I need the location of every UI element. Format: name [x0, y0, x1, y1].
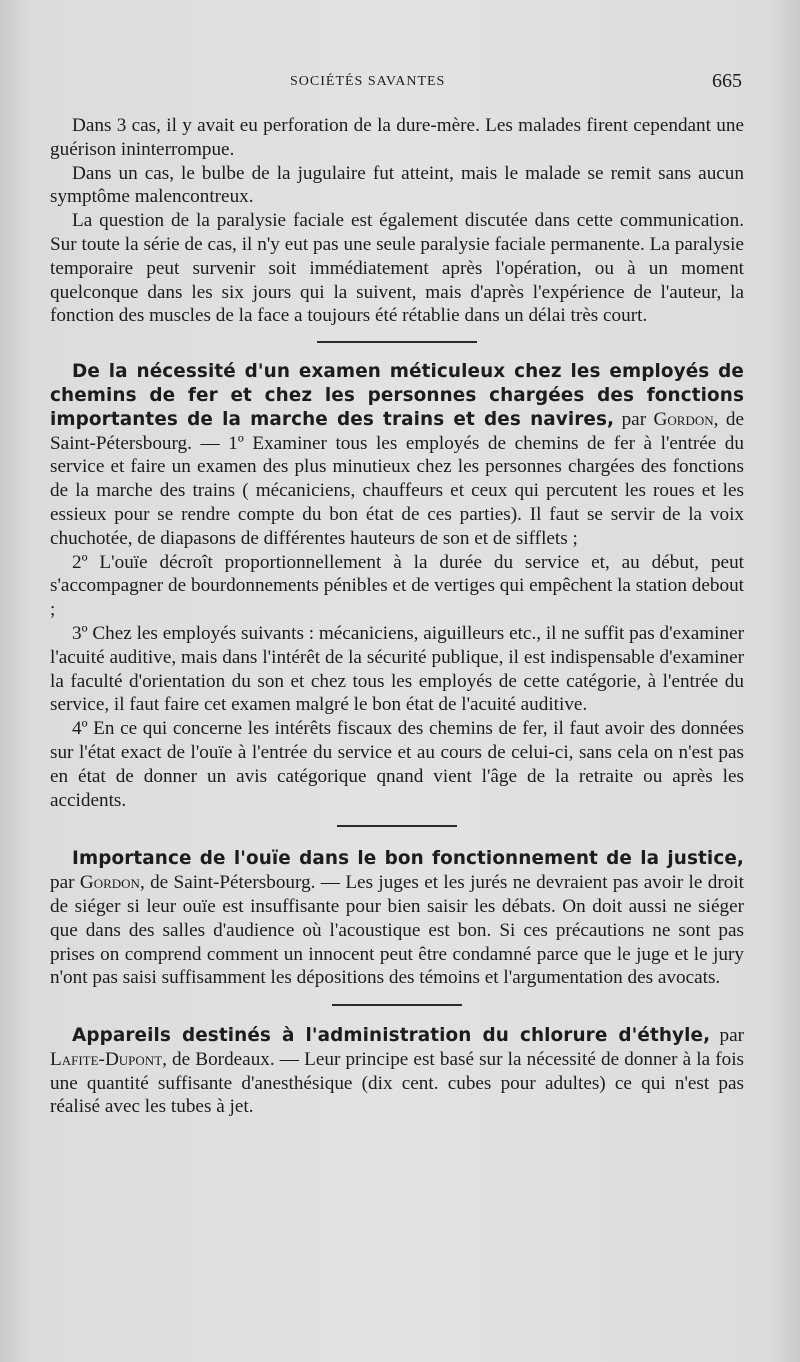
author-place: , de Saint-Pétersbourg. — [139, 872, 316, 894]
separator-rule — [317, 341, 477, 343]
byline-par: par — [710, 1025, 744, 1047]
page-number: 665 — [712, 70, 742, 92]
running-head: SOCIÉTÉS SAVANTES — [290, 74, 446, 89]
author-place: , de Bordeaux. — [162, 1048, 275, 1070]
article-ethyl-chloride — [50, 1024, 744, 1119]
paragraph-text: — 1º Examiner tous les employés de chemins de fer à l'entrée du service et faire un examen des plus minutieux chez les personnes chargées des fonctions de la marche des trains ( mécaniciens, chauffeurs et ceux qui percutent les roues et les essieux pour se rendre compte du bon état de ces parties). Il faut se servir de la voix chuchotée, de diapasons de différentes hauteurs de son et de sifflets ; — [50, 432, 744, 549]
paragraph: 2º L'ouïe décroît proportionnellement à la durée du service et, au début, peut s'accompagner de bourdonnements pénibles et de vertiges qui empêchent la station debout ; — [50, 551, 744, 621]
separator-rule — [337, 825, 457, 827]
author-name: Gordon — [653, 408, 714, 430]
paragraph: 3º Chez les employés suivants : mécaniciens, aiguilleurs etc., il ne suffit pas d'examiner l'acuité auditive, mais dans l'intérêt de la sécurité publique, il est indispensable d'examiner la faculté d'orientation du son et chez tous les employés de cette catégorie, à l'entrée du service, il faut faire cet examen malgré le bon état de l'acuité auditive. — [50, 622, 744, 716]
author-place: , de Saint-Pétersbourg. — [50, 408, 744, 454]
article-title: Appareils destinés à l'administration du chlorure d'éthyle, — [72, 1025, 711, 1047]
article-title: De la nécessité d'un examen méticuleux chez les employés de chemins de fer et chez les personnes chargées des fonctions importantes de la marche des trains et des navires, — [50, 361, 744, 430]
byline-par: par — [614, 408, 654, 430]
page-header — [50, 70, 742, 98]
article-title: Importance de l'ouïe dans le bon fonctionnement de la justice, — [72, 848, 744, 870]
article-hearing-justice — [50, 847, 744, 990]
paragraph-text: — Les juges et les jurés ne devraient pas avoir le droit de siéger si leur ouïe est insuffisante pour bien saisir les débats. On doit aussi ne siéger que dans des salles d'audience où l'acoustique est bon. Si ces précautions ne sont pas prises on comprend comment un innocent peut être condamné parce que le juge et le jury n'ont pas saisi suffisamment les dépositions des témoins et l'argumentation des avocats. — [50, 872, 744, 989]
page-body — [50, 114, 744, 1119]
paragraph: 4º En ce qui concerne les intérêts fiscaux des chemins de fer, il faut avoir des données sur l'état exact de l'ouïe à l'entrée du service et au cours de celui-ci, sans cela on n'est pas en état de donner un avis catégorique qnand vient l'âge de la retraite ou après les accidents. — [50, 718, 744, 811]
article-railway-examination — [50, 360, 744, 812]
article-lead-paragraph — [50, 1024, 744, 1119]
article-lead-paragraph — [50, 847, 744, 990]
author-name: Lafite-Dupont — [50, 1048, 163, 1070]
author-name: Gordon — [79, 872, 140, 894]
separator-rule — [332, 1004, 462, 1006]
paragraph: Dans un cas, le bulbe de la jugulaire fut atteint, mais le malade se remit sans aucun symptôme malencontreux. — [50, 162, 744, 208]
intro-section — [50, 114, 744, 328]
article-lead-paragraph — [50, 360, 744, 550]
paragraph-text: — Leur principe est basé sur la nécessité de donner à la fois une quantité suffisante d'anesthésique (dix cent. cubes pour adultes) ce qui n'est pas réalisé avec les tubes à jet. — [50, 1048, 744, 1118]
byline-par: par — [50, 872, 80, 894]
paragraph: La question de la paralysie faciale est également discutée dans cette communication. Sur toute la série de cas, il n'y eut pas une seule paralysie faciale permanente. La paralysie temporaire peut survenir soit immédiatement après l'opération, ou à un moment quelconque dans les six jours qui la suivent, mais d'après l'expérience de l'auteur, la fonction des muscles de la face a toujours été rétablie dans un délai très court. — [50, 210, 744, 327]
paragraph: Dans 3 cas, il y avait eu perforation de la dure-mère. Les malades firent cependant une guérison ininterrompue. — [50, 115, 744, 160]
